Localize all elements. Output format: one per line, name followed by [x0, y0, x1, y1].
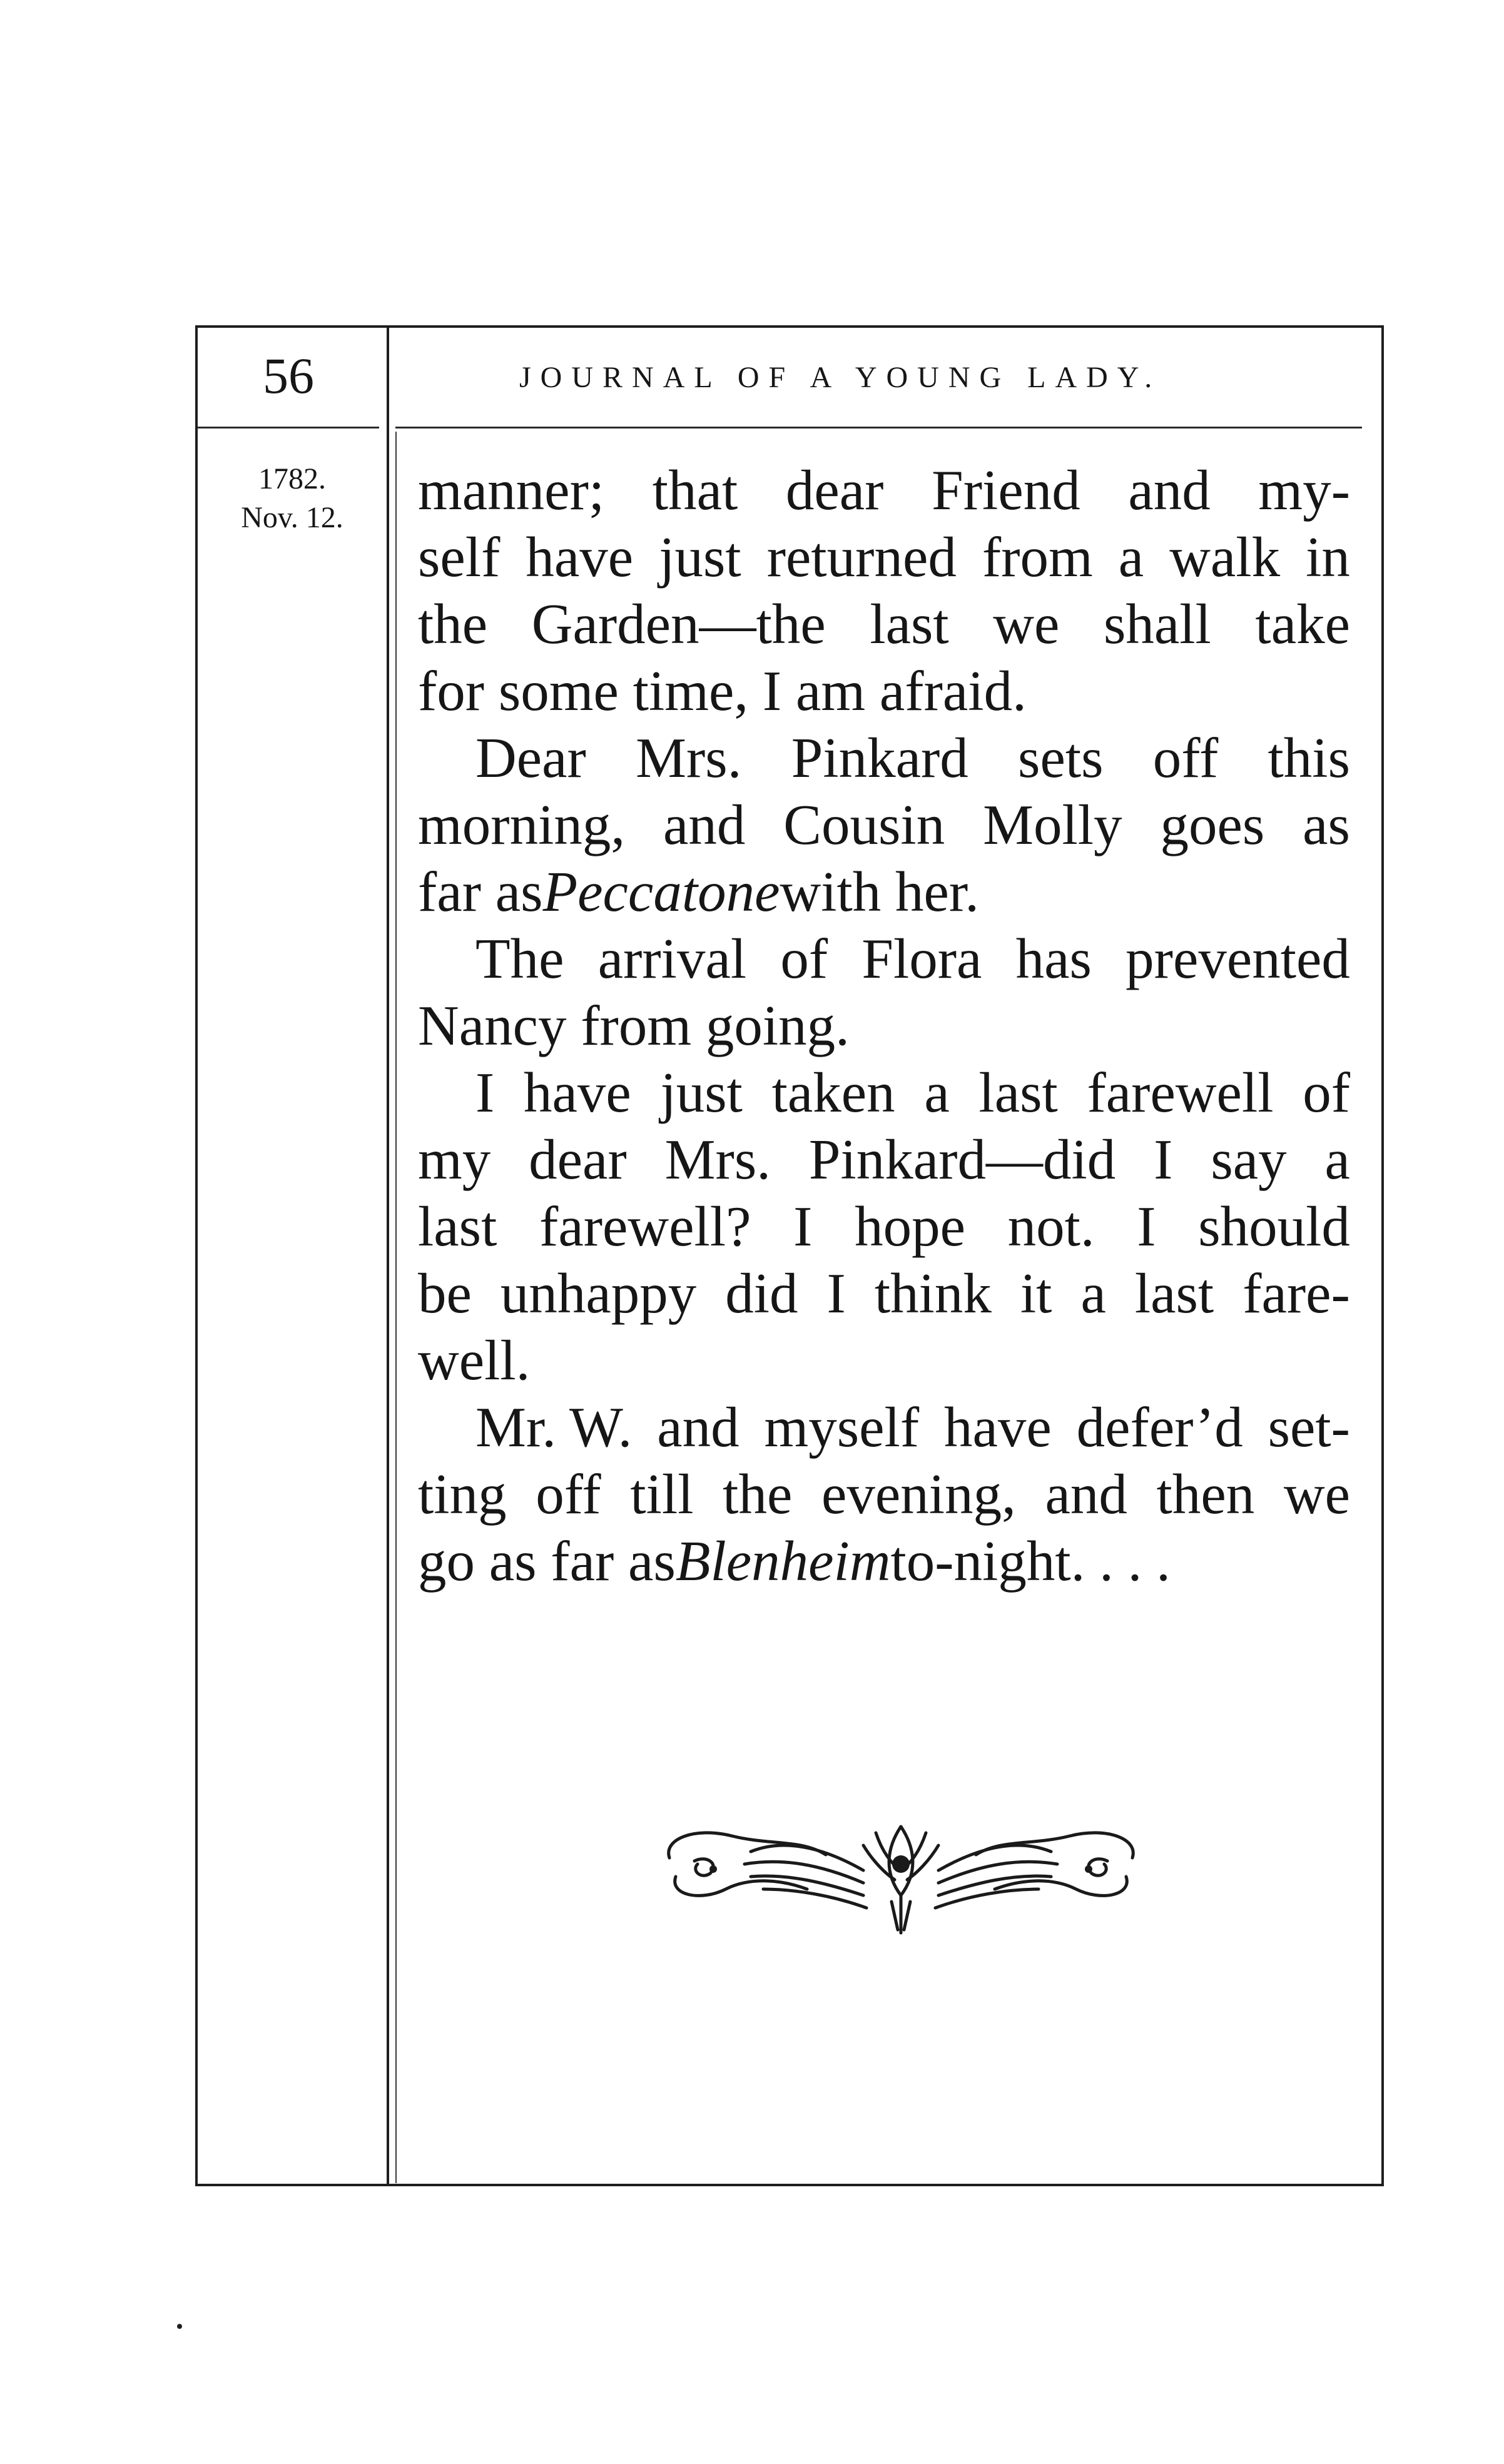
text-segment: prevented — [1125, 927, 1350, 990]
text-segment: goes — [1160, 793, 1265, 856]
print-speck — [177, 2324, 182, 2329]
text-line — [418, 1059, 1350, 1126]
text-segment: then — [1156, 1463, 1255, 1526]
text-line — [418, 925, 1350, 992]
header-rule-left — [198, 427, 379, 428]
running-head: JOURNAL OF A YOUNG LADY. — [519, 361, 1162, 394]
journal-body-text — [418, 457, 1350, 1595]
text-segment: ting — [418, 1463, 507, 1526]
text-segment: it — [1020, 1262, 1052, 1325]
text-segment: farewell — [1087, 1061, 1274, 1124]
text-segment: off — [536, 1463, 601, 1526]
header-rule-right — [395, 427, 1362, 428]
text-line — [418, 1394, 1350, 1461]
text-segment: my- — [1258, 459, 1350, 522]
text-segment: last — [418, 1195, 497, 1258]
text-segment: have — [944, 1396, 1052, 1459]
text-segment: Pinkard—did — [808, 1128, 1116, 1191]
text-segment: Dear — [475, 726, 586, 789]
text-segment: Friend — [932, 459, 1080, 522]
text-segment: The — [475, 927, 564, 990]
text-line — [418, 1528, 1350, 1595]
text-line — [418, 992, 1350, 1059]
text-segment: sets — [1018, 726, 1104, 789]
text-segment: defer’d — [1076, 1396, 1243, 1459]
text-segment: a — [1118, 525, 1144, 589]
text-segment: did — [725, 1262, 798, 1325]
text-segment: think — [874, 1262, 992, 1325]
text-segment: till — [630, 1463, 694, 1526]
text-segment: has — [1015, 927, 1092, 990]
text-segment: Mrs. — [664, 1128, 771, 1191]
text-segment: just — [660, 1061, 743, 1124]
text-segment: Peccatone — [542, 860, 780, 923]
text-segment: morning, — [418, 793, 626, 856]
page-number: 56 — [263, 347, 314, 404]
text-line — [418, 791, 1350, 858]
text-line — [418, 657, 1350, 724]
text-line — [418, 457, 1350, 524]
text-segment: be — [418, 1262, 472, 1325]
text-segment: self — [418, 525, 500, 589]
text-segment: Blenheim — [675, 1529, 891, 1593]
text-segment: and — [1045, 1463, 1127, 1526]
text-segment: of — [1303, 1061, 1350, 1124]
text-line — [418, 724, 1350, 791]
text-segment: should — [1198, 1195, 1350, 1258]
text-segment: and — [1128, 459, 1211, 522]
text-segment: hope — [855, 1195, 965, 1258]
text-segment: to-night. . . . — [890, 1529, 1171, 1593]
text-segment: off — [1152, 726, 1219, 789]
text-segment: dear — [785, 459, 884, 522]
text-segment: that — [652, 459, 738, 522]
text-segment: shall — [1103, 592, 1211, 656]
text-segment: Molly — [983, 793, 1122, 856]
text-segment: we — [993, 592, 1060, 656]
text-segment: I — [1137, 1195, 1156, 1258]
text-segment: Nancy from going. — [418, 994, 850, 1057]
text-segment: far as — [418, 860, 543, 923]
text-segment: a — [924, 1061, 950, 1124]
text-segment: of — [780, 927, 828, 990]
text-segment: taken — [771, 1061, 895, 1124]
margin-date — [220, 460, 364, 537]
text-segment: the — [418, 592, 488, 656]
text-segment: I — [475, 1061, 495, 1124]
text-segment: returned — [766, 525, 957, 589]
text-segment: last — [978, 1061, 1058, 1124]
text-segment: set- — [1268, 1396, 1350, 1459]
text-segment: and — [657, 1396, 739, 1459]
text-segment: last — [870, 592, 949, 656]
text-segment: fare- — [1242, 1262, 1350, 1325]
text-segment: a — [1324, 1128, 1350, 1191]
text-segment: have — [526, 525, 634, 589]
text-segment: say — [1211, 1128, 1287, 1191]
text-segment: well. — [418, 1329, 531, 1392]
text-segment: I — [826, 1262, 846, 1325]
text-line — [418, 1193, 1350, 1260]
text-line — [418, 524, 1350, 591]
text-segment: I — [793, 1195, 813, 1258]
text-segment: farewell? — [539, 1195, 751, 1258]
text-line — [418, 1327, 1350, 1394]
text-line — [418, 591, 1350, 657]
text-segment: Mrs. — [636, 726, 742, 789]
text-segment: as — [1303, 793, 1350, 856]
text-segment: my — [418, 1128, 491, 1191]
text-segment: evening, — [821, 1463, 1016, 1526]
text-segment: for some time, I am afraid. — [418, 659, 1027, 722]
text-segment: a — [1080, 1262, 1106, 1325]
text-segment: have — [523, 1061, 631, 1124]
text-segment: not. — [1007, 1195, 1095, 1258]
text-segment: Garden—the — [531, 592, 826, 656]
margin-day: Nov. 12. — [241, 501, 343, 534]
winged-scroll-ornament-icon — [657, 1802, 1145, 1939]
text-segment: walk — [1169, 525, 1281, 589]
text-segment: take — [1255, 592, 1350, 656]
text-segment: and — [663, 793, 746, 856]
text-segment: I — [1154, 1128, 1173, 1191]
text-segment: Mr. W. — [475, 1396, 633, 1459]
text-segment: from — [982, 525, 1093, 589]
text-segment: we — [1283, 1463, 1350, 1526]
text-column-rule — [395, 432, 397, 2183]
text-line — [418, 858, 1350, 925]
text-line — [418, 1126, 1350, 1193]
text-segment: manner; — [418, 459, 605, 522]
text-segment: Pinkard — [791, 726, 968, 789]
text-line — [418, 1260, 1350, 1327]
margin-year: 1782. — [258, 462, 326, 495]
text-segment: the — [723, 1463, 793, 1526]
text-line — [418, 1461, 1350, 1528]
text-segment: unhappy — [500, 1262, 697, 1325]
text-segment: arrival — [597, 927, 747, 990]
text-segment: Flora — [861, 927, 982, 990]
text-segment: myself — [764, 1396, 920, 1459]
text-segment: in — [1306, 525, 1350, 589]
text-segment: with her. — [780, 860, 979, 923]
text-segment: just — [659, 525, 741, 589]
text-segment: dear — [529, 1128, 627, 1191]
text-segment: Cousin — [783, 793, 945, 856]
text-segment: go as far as — [418, 1529, 676, 1593]
text-segment: last — [1134, 1262, 1214, 1325]
text-segment: this — [1268, 726, 1350, 789]
margin-column-rule — [387, 327, 389, 2184]
